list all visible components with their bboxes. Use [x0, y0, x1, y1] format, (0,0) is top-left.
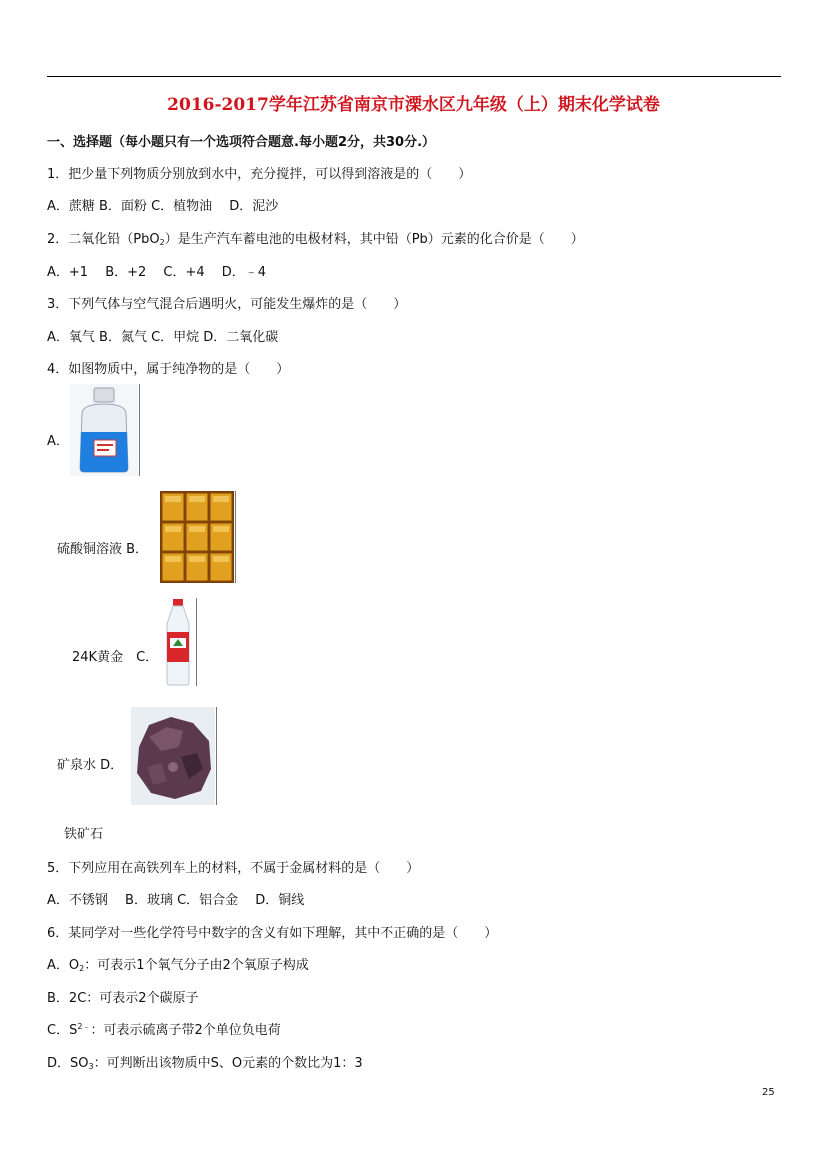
q4-label-b: 硫酸铜溶液 B．: [57, 542, 149, 557]
q6-c-superscript: 2﹣: [77, 1022, 91, 1031]
q4-stem: 4．如图物质中，属于纯净物的是（ ）: [47, 362, 290, 377]
q4-label-c: 24K黄金 C．: [72, 650, 159, 665]
q6-c-part: C．S: [47, 1023, 78, 1038]
q6-option-d: [47, 1052, 363, 1071]
q6-d-part: D．SO: [47, 1056, 89, 1071]
page-number: 25: [762, 1087, 775, 1098]
page-title: 2016-2017学年江苏省南京市溧水区九年级（上）期末化学试卷: [167, 95, 660, 115]
q3-stem: 3．下列气体与空气混合后遇明火，可能发生爆炸的是（ ）: [47, 297, 407, 312]
q2-subscript: 2: [159, 238, 165, 247]
q6-a-subscript: 2: [79, 964, 85, 973]
q3-options: A．氧气 B．氮气 C．甲烷 D．二氧化碳: [47, 330, 279, 345]
mineral-water-bottle-image: [161, 598, 195, 686]
section-heading: 一、选择题（每小题只有一个选项符合题意.每小题2分，共30分.）: [47, 135, 436, 150]
q2-stem-part: ）是生产汽车蓄电池的电极材料，其中铅（Pb）元素的化合价是（ ）: [164, 232, 584, 247]
image-border: [216, 707, 217, 805]
q2-options: A．+1 B．+2 C．+4 D．﹣4: [47, 265, 267, 280]
q6-d-part: ：可判断出该物质中S、O元素的个数比为1：3: [93, 1056, 363, 1071]
q4-d-caption: 铁矿石: [64, 827, 104, 842]
q2-stem-part: 2．二氧化铅（PbO: [47, 232, 160, 247]
image-border: [196, 598, 197, 686]
q5-stem: 5．下列应用在高铁列车上的材料，不属于金属材料的是（ ）: [47, 861, 420, 876]
q6-option-a: [47, 954, 309, 973]
q4-label-d: 矿泉水 D．: [57, 758, 124, 773]
iron-ore-image: [131, 707, 215, 805]
q6-option-b: B．2C：可表示2个碳原子: [47, 991, 199, 1006]
q6-a-part: A．O: [47, 958, 80, 973]
q2-stem: [47, 228, 584, 247]
header-rule: [47, 76, 781, 77]
q6-c-part: ：可表示硫离子带2个单位负电荷: [90, 1023, 281, 1038]
image-border: [235, 491, 236, 583]
q6-a-part: ：可表示1个氧气分子由2个氧原子构成: [84, 958, 309, 973]
q1-options: A．蔗糖 B．面粉 C．植物油 D．泥沙: [47, 199, 279, 214]
copper-sulfate-bottle-image: [70, 384, 138, 476]
gold-bars-image: [160, 491, 234, 583]
q6-d-subscript: 3: [88, 1062, 94, 1071]
q6-option-c: [47, 1019, 281, 1038]
q5-options: A．不锈钢 B．玻璃 C．铝合金 D．铜线: [47, 893, 305, 908]
q4-label-a: A．: [47, 434, 69, 449]
image-border: [139, 384, 140, 476]
q1-stem: 1．把少量下列物质分别放到水中，充分搅拌，可以得到溶液是的（ ）: [47, 167, 472, 182]
q6-stem: 6．某同学对一些化学符号中数字的含义有如下理解，其中不正确的是（ ）: [47, 926, 498, 941]
